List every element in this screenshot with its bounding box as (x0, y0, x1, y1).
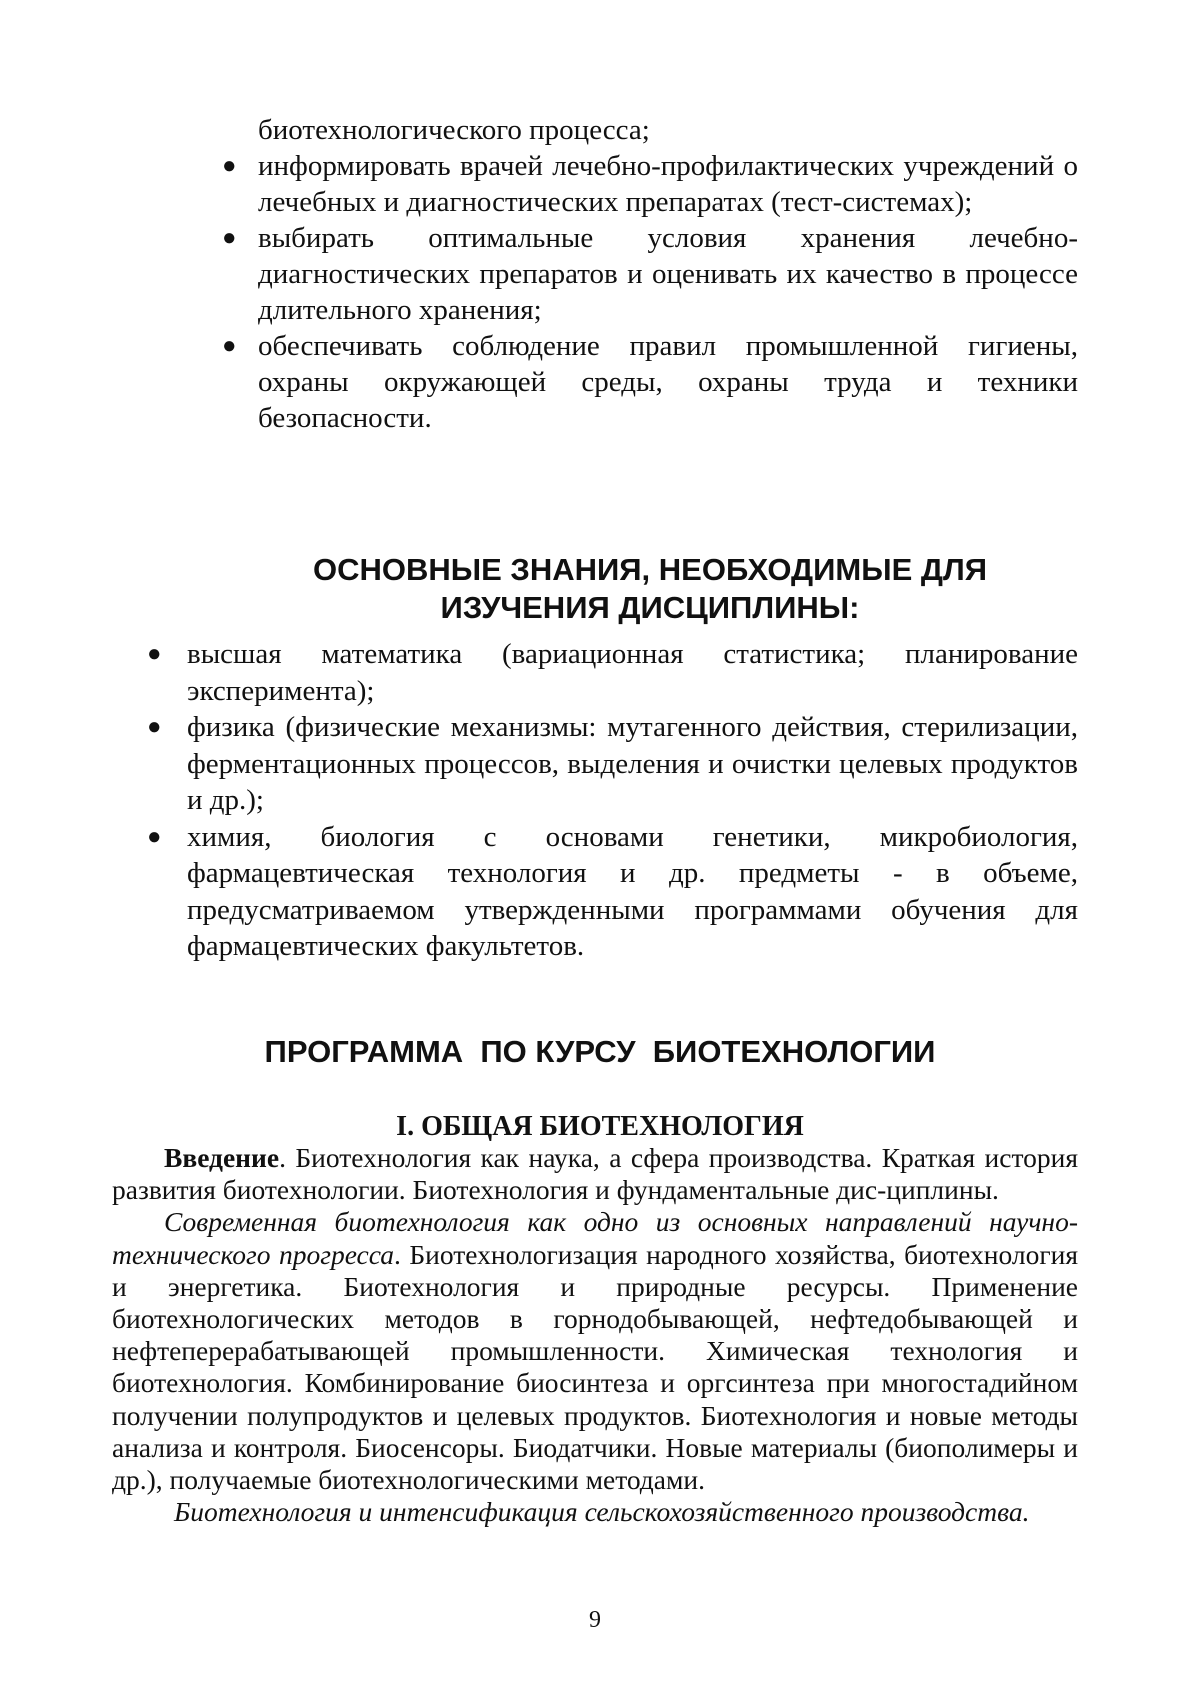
list-item-text: химия, биология с основами генетики, микробиология, фармацевтическая технология и др. предметы - в объеме, предусматриваемом утвержденными программами обучения для фармацевтических факультетов. (187, 820, 1078, 962)
list-item (218, 220, 1078, 328)
bullet-icon: ● (147, 823, 162, 850)
body-text (112, 1142, 1078, 1528)
list-item (143, 636, 1078, 709)
bullet-icon: ● (222, 225, 237, 251)
page-number: 9 (589, 1607, 601, 1633)
intro-text: . Биотехнология как наука, а сфера производства. Краткая история развития биотехнологии. Биотехнология и фундаментальные дис-циплины. (112, 1142, 1078, 1206)
knowledge-heading (250, 551, 1050, 627)
list-item-text: высшая математика (вариационная статистика; планирование эксперимента); (187, 638, 1078, 707)
list-item (218, 328, 1078, 436)
bullet-icon: ● (147, 714, 162, 740)
knowledge-heading-line1: ОСНОВНЫЕ ЗНАНИЯ, НЕОБХОДИМЫЕ ДЛЯ (313, 552, 987, 587)
skills-list (218, 112, 1078, 436)
knowledge-list (143, 636, 1078, 965)
modern-paragraph (112, 1206, 1078, 1496)
modern-text: . Биотехнологизация народного хозяйства, биотехнология и энергетика. Биотехнология и природные ресурсы. Применение биотехнологических методов в горнодобывающей, нефтедобывающей и нефтеперерабатывающей промышленности. Химическая технология и биотехнология. Комбинирование биосинтеза и оргсинтеза при многостадийном получении полупродуктов и целевых продуктов. Биотехнология и новые методы анализа и контроля. Биосенсоры. Биодатчики. Новые материалы (биополимеры и др.), получаемые биотехнологическими методами. (112, 1238, 1078, 1496)
intro-label: Введение (164, 1142, 280, 1173)
list-item-text: выбирать оптимальные условия хранения лечебно-диагностических препаратов и оценивать их качество в процессе длительного хранения; (258, 222, 1078, 326)
list-item-text: информировать врачей лечебно-профилактических учреждений о лечебных и диагностических препаратах (тест-системах); (258, 150, 1078, 218)
knowledge-heading-line2: ИЗУЧЕНИЯ ДИСЦИПЛИНЫ: (440, 590, 860, 625)
section-heading: I. ОБЩАЯ БИОТЕХНОЛОГИЯ (396, 1111, 804, 1142)
list-item-text: обеспечивать соблюдение правил промышленной гигиены, охраны окружающей среды, охраны труда и техники безопасности. (258, 330, 1078, 434)
list-item (143, 709, 1078, 819)
bullet-icon: ● (222, 153, 237, 179)
list-item (143, 819, 1078, 965)
list-item (218, 148, 1078, 220)
bullet-icon: ● (147, 641, 162, 667)
modern-italic: Современная биотехнология как одно из основных направлений научно-технического прогресса (112, 1206, 1078, 1270)
last-paragraph (112, 1496, 1078, 1528)
bullet-icon: ● (222, 333, 237, 359)
list-item-text: физика (физические механизмы: мутагенного действия, стерилизации, ферментационных процессов, выделения и очистки целевых продуктов и др.); (187, 711, 1078, 816)
intro-paragraph (112, 1142, 1078, 1206)
program-heading: ПРОГРАММА ПО КУРСУ БИОТЕХНОЛОГИИ (264, 1034, 936, 1069)
last-italic: Биотехнология и интенсификация сельскохозяйственного производства. (174, 1496, 1030, 1528)
list-continuation: биотехнологического процесса; (258, 114, 650, 146)
